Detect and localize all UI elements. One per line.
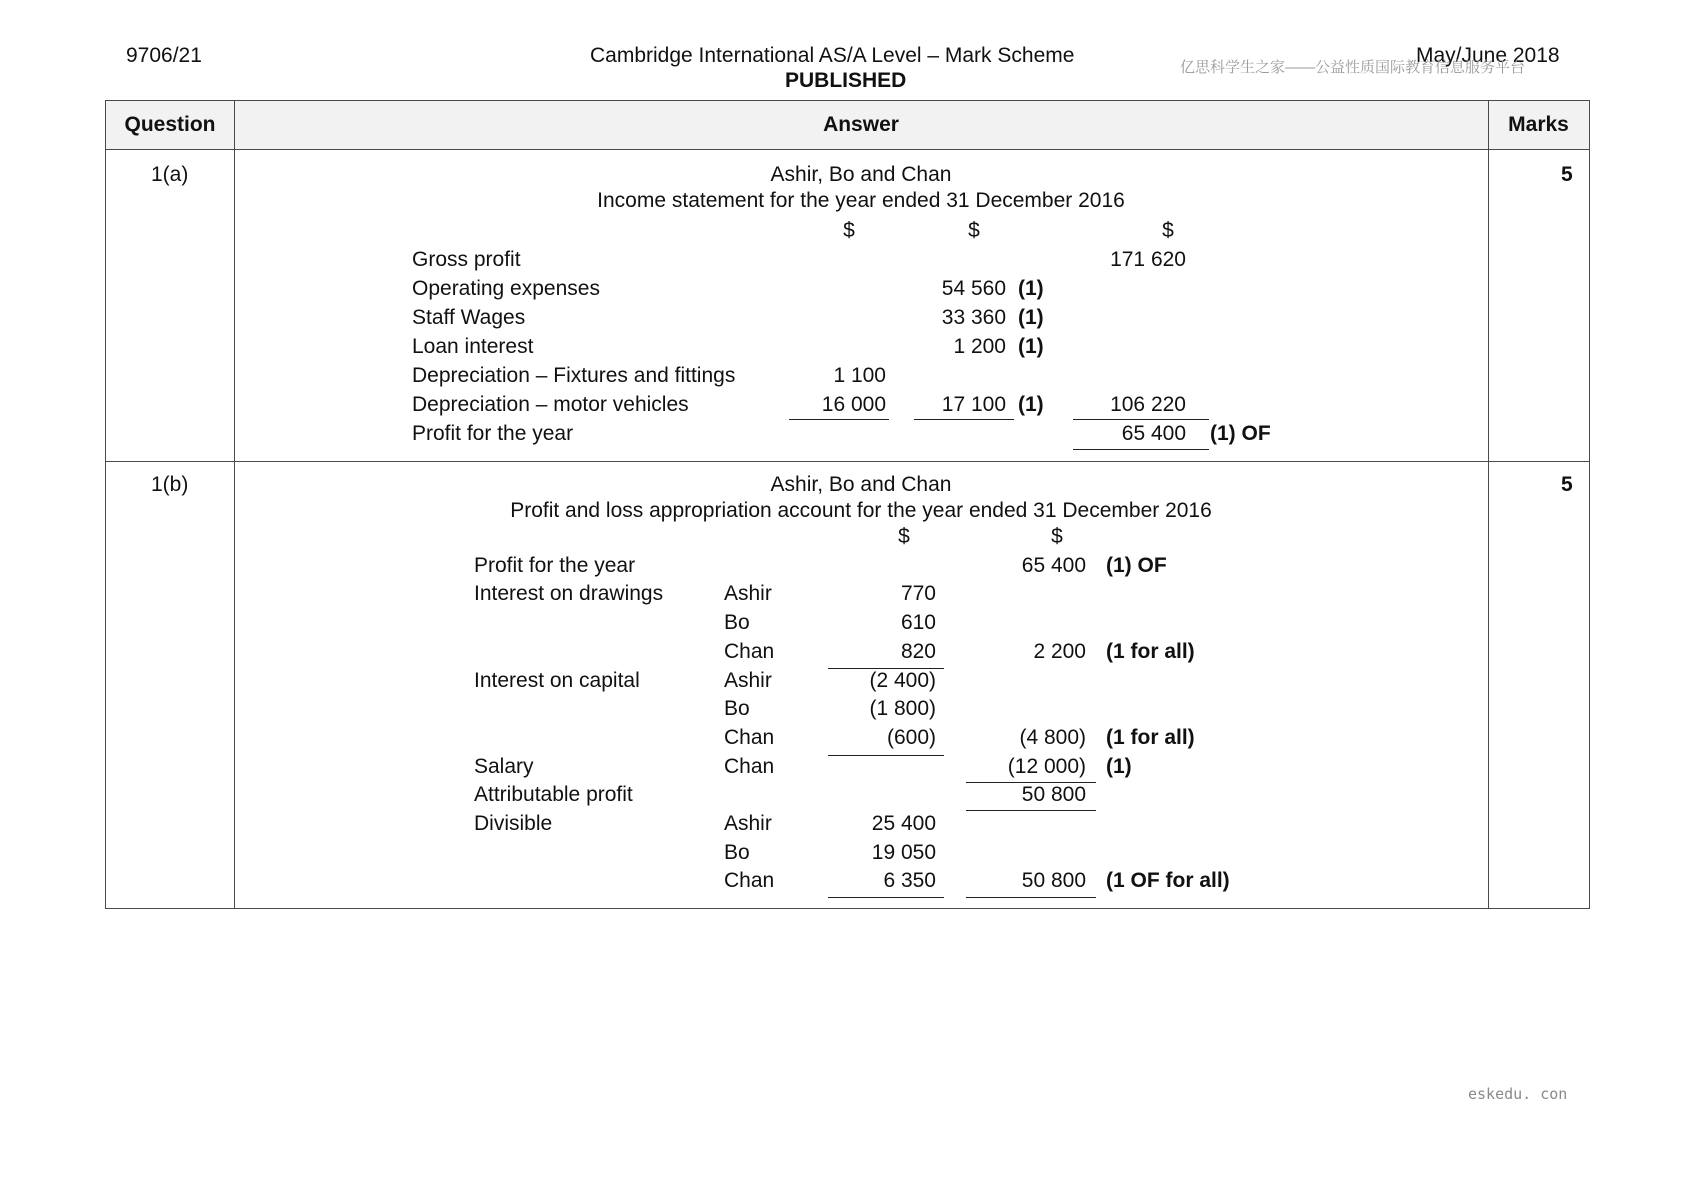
answer-column-header: Answer [823, 113, 899, 136]
partner-name: Chan [724, 755, 775, 778]
amount-col2: 50 800 [1021, 869, 1086, 892]
line-item-label: Depreciation – Fixtures and fittings [412, 364, 736, 387]
column-divider [1488, 101, 1489, 908]
underline [828, 755, 944, 756]
currency-heading: $ [968, 219, 980, 242]
question-marks: 5 [1561, 163, 1573, 186]
mark-annotation: (1 for all) [1106, 726, 1195, 749]
amount-col1: 16 000 [821, 393, 886, 416]
amount-col1: (1 800) [869, 697, 936, 720]
mark-annotation: (1) OF [1106, 554, 1167, 577]
question-number: 1(b) [151, 473, 189, 496]
marks-column-header: Marks [1508, 113, 1569, 136]
partner-name: Ashir [724, 812, 772, 835]
mark-annotation: (1) [1018, 306, 1044, 329]
amount-col2: 1 200 [953, 335, 1006, 358]
line-item-label: Depreciation – motor vehicles [412, 393, 689, 416]
partner-name: Chan [724, 640, 775, 663]
question-column-header: Question [124, 113, 216, 136]
statement-title: Ashir, Bo and Chan [770, 163, 952, 186]
site-watermark: eskedu. con [1468, 1085, 1568, 1103]
currency-heading: $ [1051, 525, 1063, 548]
partner-name: Bo [724, 697, 750, 720]
amount-col1: 25 400 [871, 812, 936, 835]
watermark-text: 亿思科学生之家——公益性质国际教育信息服务平台 [1180, 59, 1526, 76]
account-subtitle: Profit and loss appropriation account for the year ended 31 December 2016 [510, 499, 1212, 522]
mark-annotation: (1) [1018, 393, 1044, 416]
amount-col2: 17 100 [941, 393, 1006, 416]
underline [1073, 449, 1209, 450]
amount-col1: 6 350 [883, 869, 936, 892]
line-item-label: Profit for the year [474, 554, 636, 577]
line-item-label: Interest on capital [474, 669, 640, 692]
mark-annotation: (1) [1018, 277, 1044, 300]
line-item-label: Salary [474, 755, 534, 778]
amount-col2: 2 200 [1033, 640, 1086, 663]
line-item-label: Loan interest [412, 335, 534, 358]
underline [966, 782, 1096, 783]
amount-col2: 50 800 [1021, 783, 1086, 806]
amount-col2: 54 560 [941, 277, 1006, 300]
amount-col1: 770 [900, 582, 936, 605]
question-marks: 5 [1561, 473, 1573, 496]
mark-annotation: (1) [1106, 755, 1132, 778]
currency-heading: $ [1162, 219, 1174, 242]
line-item-label: Staff Wages [412, 306, 526, 329]
line-item-label: Divisible [474, 812, 553, 835]
amount-col1: 1 100 [833, 364, 886, 387]
line-item-label: Operating expenses [412, 277, 600, 300]
amount-col3: 106 220 [1110, 393, 1186, 416]
mark-annotation: (1 OF for all) [1106, 869, 1230, 892]
currency-heading: $ [898, 525, 910, 548]
partner-name: Chan [724, 726, 775, 749]
line-item-label: Interest on drawings [474, 582, 664, 605]
amount-col1: 19 050 [871, 841, 936, 864]
amount-col1: (2 400) [869, 669, 936, 692]
underline [789, 419, 889, 420]
underline [914, 419, 1014, 420]
amount-col2: (4 800) [1019, 726, 1086, 749]
line-item-label: Attributable profit [474, 783, 633, 806]
published-label: PUBLISHED [785, 69, 907, 92]
underline [966, 810, 1096, 811]
mark-scheme-table [105, 100, 1590, 909]
underline [828, 897, 944, 898]
document-title: Cambridge International AS/A Level – Mark Scheme [590, 44, 1075, 67]
line-item-label: Gross profit [412, 248, 521, 271]
underline [1073, 419, 1209, 420]
question-number: 1(a) [151, 163, 189, 186]
mark-annotation: (1 for all) [1106, 640, 1195, 663]
line-item-label: Profit for the year [412, 422, 574, 445]
amount-col3: 171 620 [1110, 248, 1186, 271]
partner-name: Chan [724, 869, 775, 892]
account-title: Ashir, Bo and Chan [770, 473, 952, 496]
amount-col1: (600) [886, 726, 936, 749]
underline [828, 668, 944, 669]
mark-annotation: (1) OF [1210, 422, 1271, 445]
underline [966, 897, 1096, 898]
amount-col3: 65 400 [1121, 422, 1186, 445]
mark-annotation: (1) [1018, 335, 1044, 358]
exam-session: May/June 2018 [1416, 44, 1560, 67]
amount-col1: 820 [900, 640, 936, 663]
currency-heading: $ [843, 219, 855, 242]
partner-name: Ashir [724, 669, 772, 692]
partner-name: Ashir [724, 582, 772, 605]
amount-col2: 33 360 [941, 306, 1006, 329]
partner-name: Bo [724, 611, 750, 634]
header-divider [106, 149, 1589, 150]
amount-col1: 610 [900, 611, 936, 634]
row-divider [106, 461, 1589, 462]
amount-col2: 65 400 [1021, 554, 1086, 577]
statement-subtitle: Income statement for the year ended 31 December 2016 [597, 189, 1125, 212]
amount-col2: (12 000) [1007, 755, 1086, 778]
paper-code: 9706/21 [126, 44, 202, 67]
partner-name: Bo [724, 841, 750, 864]
